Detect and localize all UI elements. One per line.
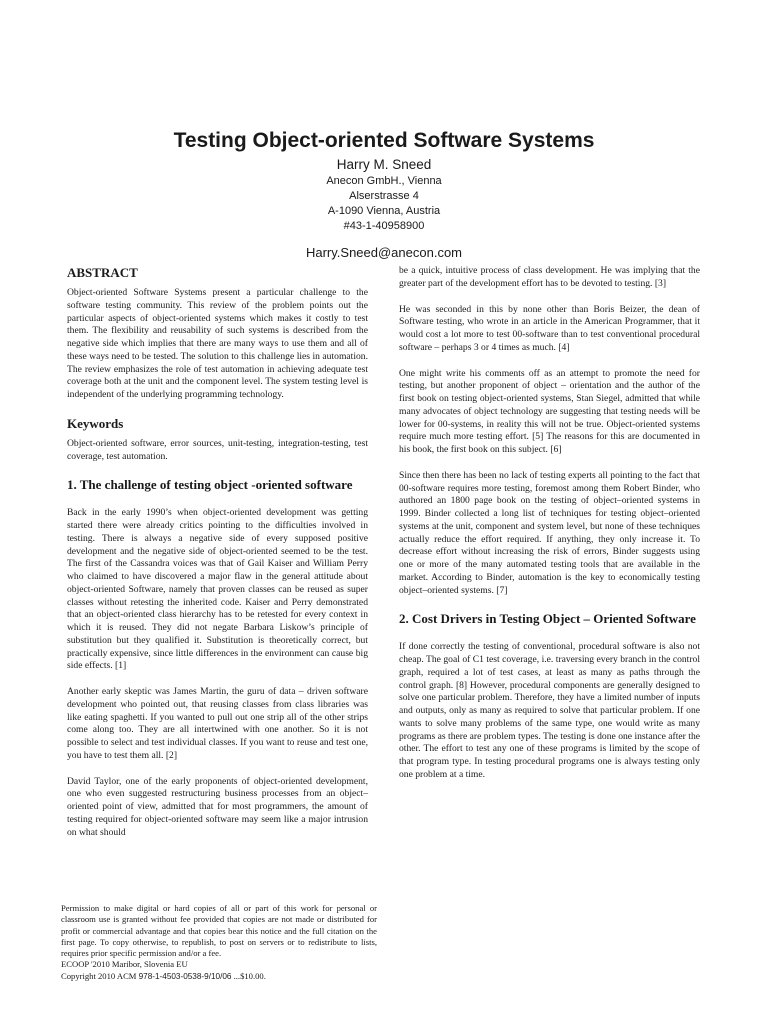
copyright-prefix: Copyright 2010 ACM — [61, 970, 139, 981]
body-paragraph: Since then there has been no lack of testing experts all pointing to the fact that 00-software requires more testing, foremost among them Robert Binder, who authored an 1800 page book on the testing of object–oriented systems in 1999. Binder collected a long list of techniques for testing object–oriented systems at the unit, component and system level, but none of these techniques actually reduce the effort required. If anything, they only increase it. To decrease effort without increasing the risk of errors, Binder suggests using one or more of the many automated testing tools that are available in the market. According to Binder, automation is the key to economically testing object–oriented systems. [7] — [399, 469, 700, 596]
copyright-line — [61, 971, 377, 982]
body-paragraph: Back in the early 1990’s when object-oriented development was getting started there were already critics pointing to the difficulties involved in testing. There is always a negative side of every supposed positive development and the negative side of object-oriented seemed to be the test. The first of the Cassandra voices was that of Gail Kaiser and William Perry who claimed to have discovered a major flaw in the general attitude about object-oriented Software, namely that proven classes can be reused as super classes without retesting the inherited code. Kaiser and Perry demonstrated that an object-oriented class hierarchy has to be retested for every context in which it is reused. They did not negate Barbara Liskow’s principle of substitution but they qualified it. Substitution is theoretically correct, but practically expensive, since little differences in the environment can cause big side effects. [1] — [67, 507, 368, 672]
section-1-heading: 1. The challenge of testing object -oriented software — [67, 477, 353, 493]
permission-text: Permission to make digital or hard copies of all or part of this work for personal or classroom use is granted without fee provided that copies are not made or distributed for profit or commercial advantage and that copies bear this notice and the full citation on the first page. To copy otherwise, to republish, to post on servers or to redistribute to lists, requires prior specific permission and/or a fee. — [61, 903, 377, 959]
isbn: 978-1-4503-0538-9/10/06 — [138, 971, 232, 981]
paper-title: Testing Object-oriented Software Systems — [173, 129, 595, 152]
body-paragraph: be a quick, intuitive process of class development. He was implying that the greater part of the development effort has to be devoted to testing. [3] — [399, 265, 700, 289]
body-paragraph: David Taylor, one of the early proponents of object-oriented development, one who even suggested restructuring business processes from an object–oriented point of view, admitted that for most programmers, the amount of testing required for object-oriented software may seem like a major intrusion on what should — [67, 775, 368, 838]
body-paragraph: He was seconded in this by none other than Boris Beizer, the dean of Software testing, who wrote in an article in the American Programmer, that it would cost a lot more to test 00-software than to test conventional procedural software – perhaps 3 or 4 times as much. [4] — [399, 303, 700, 353]
keywords-heading: Keywords — [67, 415, 124, 431]
body-paragraph: Another early skeptic was James Martin, the guru of data – driven software development who pointed out, that reusing classes from class libraries was like eating spaghetti. If you wanted to pull out one strip all of the other strips come along too. They are all intertwined with one another. So it is not possible to select and test individual classes. If you want to reuse and test one, you have to test them all. [2] — [67, 686, 368, 761]
keywords-text: Object-oriented software, error sources, unit-testing, integration-testing, test coverage, test automation. — [67, 437, 368, 462]
price: ...$10.00. — [231, 970, 266, 981]
affiliation-line: Alserstrasse 4 — [349, 190, 419, 202]
body-paragraph: If done correctly the testing of conventional, procedural software is also not cheap. The goal of C1 test coverage, i.e. traversing every branch in the control graph, required a lot of test cases, at least as many as paths through the control graph. [8] However, procedural components are generally designed to solve one particular problem. Therefore, they have a limited number of inputs and outputs, only as many as required to solve that particular problem. If one wants to solve many problems of the same type, one would write as many programs as there are problem types. The testing is done one instance after the other. The effort to test any one of these programs is limited by the scope of that program type. In testing procedural programs one is always testing only one problem at a time. — [399, 641, 700, 780]
affiliation-line: #43-1-40958900 — [343, 220, 425, 232]
abstract-heading: ABSTRACT — [67, 265, 138, 280]
affiliation-line: Anecon GmbH., Vienna — [326, 175, 442, 187]
permission-notice — [61, 903, 377, 982]
author-block — [0, 156, 768, 262]
body-paragraph: One might write his comments off as an attempt to promote the need for testing, but another proponent of object – orientation and the author of the first book on testing object-oriented systems, Stan Siegel, admitted that while many advocates of object technology are suggesting that testing needs will be lower for 00-systems, in reality this will not be true. Object-oriented systems require much more testing effort. [5] The reasons for this are documented in his book, the first book on this subject. [6] — [399, 367, 700, 455]
left-column — [67, 265, 368, 839]
right-column — [399, 265, 700, 782]
affiliation-line: A-1090 Vienna, Austria — [327, 205, 441, 217]
section-2-heading: 2. Cost Drivers in Testing Object – Oriented Software — [399, 611, 696, 627]
venue-line: ECOOP '2010 Maribor, Slovenia EU — [61, 959, 188, 970]
author-email: Harry.Sneed@anecon.com — [305, 245, 463, 260]
author-name: Harry M. Sneed — [336, 157, 432, 172]
abstract-text: Object-oriented Software Systems present a particular challenge to the software testing community. This review of the problem points out the particular aspects of object-oriented systems which makes it costly to test them. The flexibility and reusability of such systems is described from the negative side which implies that there are many ways to use them and all of these ways need to be tested. The solution to this challenge lies in automation. The review emphasizes the role of test automation in achieving adequate test coverage both at the unit and the component level. The system testing level is independent of the underlying programming technology. — [67, 287, 368, 400]
